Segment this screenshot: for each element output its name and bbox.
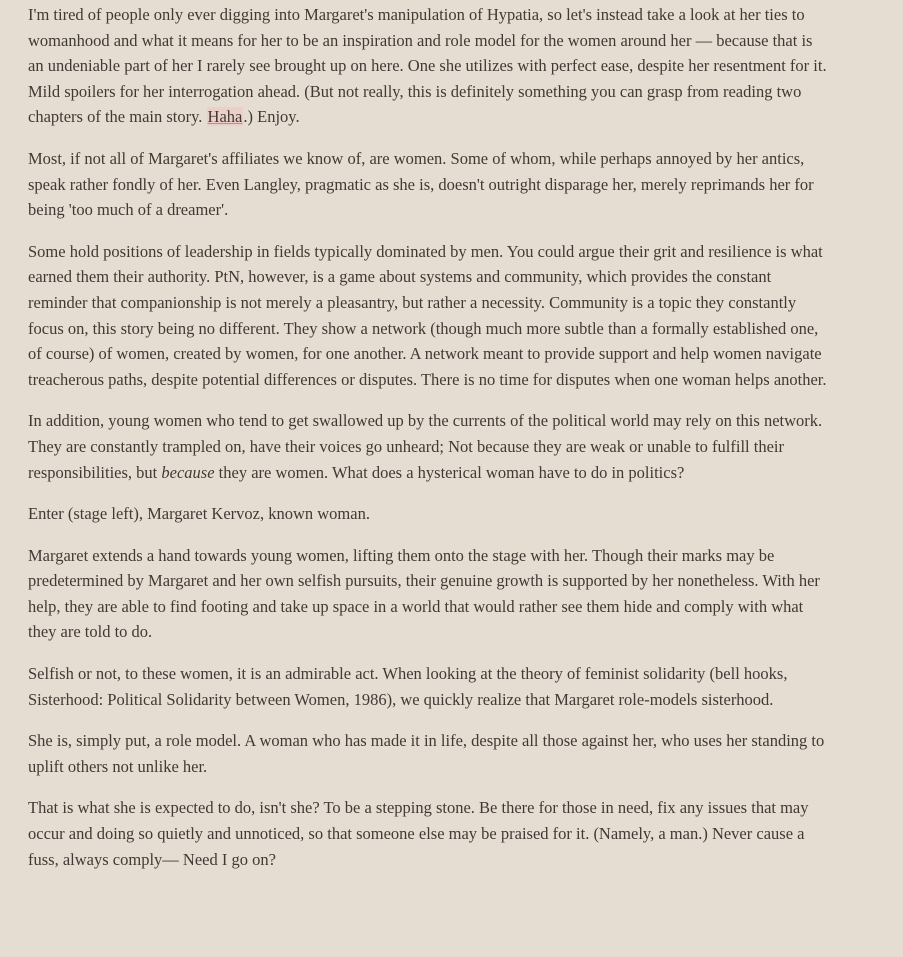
- young-women-text: In addition, young women who tend to get swallowed up by the currents of the political world may rely on this network. They are constantly trampled on, have their voices go unheard; Not because they are weak or unable to fulfill their responsibilities, but: [28, 411, 823, 482]
- emphasis-because: because: [161, 462, 215, 482]
- paragraph-young-women: [28, 408, 828, 485]
- paragraph-role-model: She is, simply put, a role model. A woman who has made it in life, despite all those against her, who uses her standing to uplift others not unlike her.: [28, 731, 825, 776]
- paragraph-solidarity: Selfish or not, to these women, it is an admirable act. When looking at the theory of feminist solidarity (bell hooks, Sisterhood: Political Solidarity between Women, 1986), we quickly realize that Margaret role-models sisterhood.: [28, 664, 788, 709]
- paragraph-leadership: Some hold positions of leadership in fields typically dominated by men. You could argue their grit and resilience is what earned them their authority. PtN, however, is a game about systems and community, which provides the constant reminder that companionship is not merely a pleasantry, but rather a necessity. Community is a topic they constantly focus on, this story being no different. They show a network (though much more subtle than a formally established one, of course) of women, created by women, for one another. A network meant to provide support and help women navigate treacherous paths, despite potential differences or disputes. There is no time for disputes when one woman helps another.: [28, 241, 827, 389]
- haha-link[interactable]: Haha: [207, 107, 243, 127]
- article-body: [28, 2, 828, 888]
- young-women-end: they are women. What does a hysterical woman have to do in politics?: [214, 462, 685, 482]
- spoiler-note-text: Mild spoilers for her interrogation ahead. (But not really, this is definitely something you can grasp from reading two chapters of the main story.: [28, 81, 802, 127]
- paragraph-affiliates: Most, if not all of Margaret's affiliates we know of, are women. Some of whom, while perhaps annoyed by her antics, speak rather fondly of her. Even Langley, pragmatic as she is, doesn't outright disparage her, merely reprimands her for being 'too much of a dreamer'.: [28, 148, 814, 220]
- paragraph-spoiler-note: [28, 79, 828, 130]
- paragraph-intro: I'm tired of people only ever digging into Margaret's manipulation of Hypatia, so let's instead take a look at her ties to womanhood and what it means for her to be an inspiration and role model for the women around her — because that is an undeniable part of her I rarely see brought up on here. One she utilizes with perfect ease, despite her resentment for it.: [28, 5, 827, 76]
- spoiler-note-end: .) Enjoy.: [243, 107, 300, 127]
- paragraph-enter: Enter (stage left), Margaret Kervoz, known woman.: [28, 504, 370, 524]
- paragraph-stepping-stone: That is what she is expected to do, isn't she? To be a stepping stone. Be there for those in need, fix any issues that may occur and doing so quietly and unnoticed, so that someone else may be praised for it. (Namely, a man.) Never cause a fuss, always comply— Need I go on?: [28, 798, 809, 869]
- paragraph-extends-hand: Margaret extends a hand towards young women, lifting them onto the stage with her. Though their marks may be predetermined by Margaret and her own selfish pursuits, their genuine growth is supported by her nonetheless. With her help, they are able to find footing and take up space in a world that would rather see them hide and comply with what they are told to do.: [28, 545, 820, 642]
